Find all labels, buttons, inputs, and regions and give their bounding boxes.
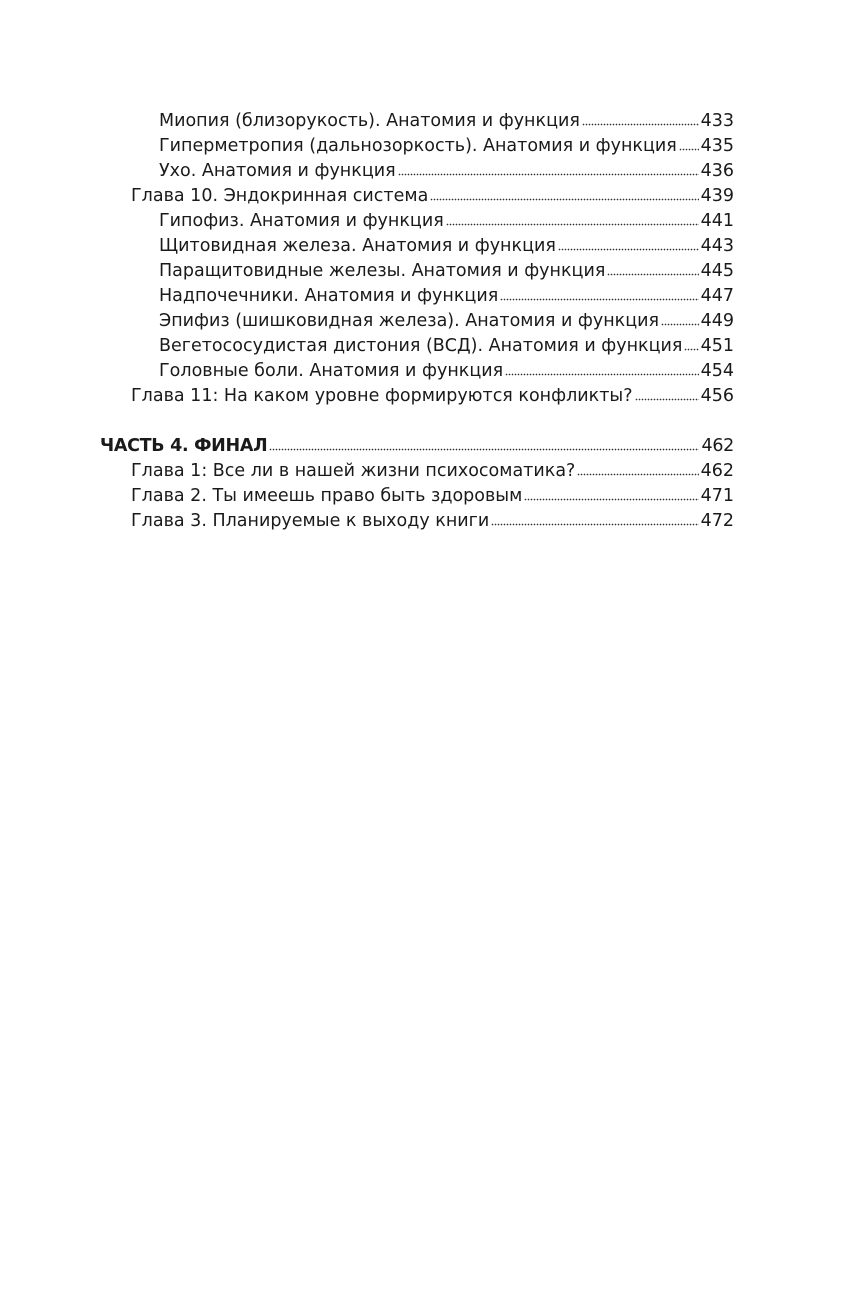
- dot-leader: [446, 223, 699, 226]
- toc-entry: [100, 334, 734, 359]
- toc-chapter-title: Глава 11: На каком уровне формируются конфликты?: [131, 386, 633, 406]
- toc-entry-title: Паращитовидные железы. Анатомия и функция: [159, 261, 606, 281]
- toc-chapter-page: 456: [700, 386, 734, 406]
- toc-entry: [100, 284, 734, 309]
- toc-chapter-page: 472: [700, 511, 734, 531]
- toc-entry-page: 441: [700, 211, 734, 231]
- toc-entry: [100, 134, 734, 159]
- toc-entry-title: Надпочечники. Анатомия и функция: [159, 286, 499, 306]
- toc-part-title: ЧАСТЬ 4. ФИНАЛ: [100, 436, 268, 456]
- toc-entry-title: Гипофиз. Анатомия и функция: [159, 211, 444, 231]
- dot-leader: [500, 298, 698, 301]
- toc-chapter-title: Глава 1: Все ли в нашей жизни психосоматика?: [131, 461, 576, 481]
- dot-leader: [607, 273, 698, 276]
- toc-entry-page: 449: [700, 311, 734, 331]
- dot-leader: [661, 323, 699, 326]
- toc-entry-title: Вегетососудистая дистония (ВСД). Анатомия и функция: [159, 336, 683, 356]
- toc-entry-page: 454: [700, 361, 734, 381]
- dot-leader: [398, 173, 699, 176]
- section-gap: [100, 409, 734, 434]
- toc-entry: [100, 234, 734, 259]
- toc-chapter: [100, 459, 734, 484]
- toc-entry-title: Миопия (близорукость). Анатомия и функция: [159, 111, 580, 131]
- toc-entry-page: 433: [700, 111, 734, 131]
- toc-chapter-page: 471: [700, 486, 734, 506]
- dot-leader: [491, 523, 698, 526]
- toc-entry: [100, 309, 734, 334]
- toc-entry-title: Головные боли. Анатомия и функция: [159, 361, 504, 381]
- toc-chapter-page: 439: [700, 186, 734, 206]
- toc-chapter-title: Глава 2. Ты имеешь право быть здоровым: [131, 486, 523, 506]
- dot-leader: [505, 373, 698, 376]
- toc-part-page: 462: [701, 436, 734, 456]
- toc-entry-page: 445: [700, 261, 734, 281]
- toc-entry-title: Гиперметропия (дальнозоркость). Анатомия и функция: [159, 136, 677, 156]
- toc-entry-page: 443: [700, 236, 734, 256]
- table-of-contents: [100, 109, 734, 534]
- toc-entry: [100, 359, 734, 384]
- toc-entry: [100, 109, 734, 134]
- dot-leader: [269, 448, 699, 451]
- toc-entry-page: 451: [700, 336, 734, 356]
- toc-entry: [100, 209, 734, 234]
- toc-chapter-title: Глава 10. Эндокринная система: [131, 186, 429, 206]
- toc-entry: [100, 259, 734, 284]
- dot-leader: [679, 148, 699, 151]
- toc-entry: [100, 159, 734, 184]
- toc-entry-page: 447: [700, 286, 734, 306]
- dot-leader: [582, 123, 699, 126]
- toc-entry-page: 436: [700, 161, 734, 181]
- dot-leader: [635, 398, 699, 401]
- dot-leader: [684, 348, 698, 351]
- dot-leader: [524, 498, 698, 501]
- toc-chapter-page: 462: [700, 461, 734, 481]
- toc-chapter: [100, 184, 734, 209]
- dot-leader: [558, 248, 699, 251]
- toc-entry-title: Эпифиз (шишковидная железа). Анатомия и функция: [159, 311, 660, 331]
- toc-entry-page: 435: [700, 136, 734, 156]
- toc-entry-title: Щитовидная железа. Анатомия и функция: [159, 236, 556, 256]
- toc-chapter-title: Глава 3. Планируемые к выходу книги: [131, 511, 490, 531]
- toc-chapter: [100, 484, 734, 509]
- toc-chapter: [100, 509, 734, 534]
- dot-leader: [577, 473, 698, 476]
- toc-chapter: [100, 384, 734, 409]
- toc-part: [100, 434, 734, 459]
- dot-leader: [430, 198, 698, 201]
- toc-entry-title: Ухо. Анатомия и функция: [159, 161, 396, 181]
